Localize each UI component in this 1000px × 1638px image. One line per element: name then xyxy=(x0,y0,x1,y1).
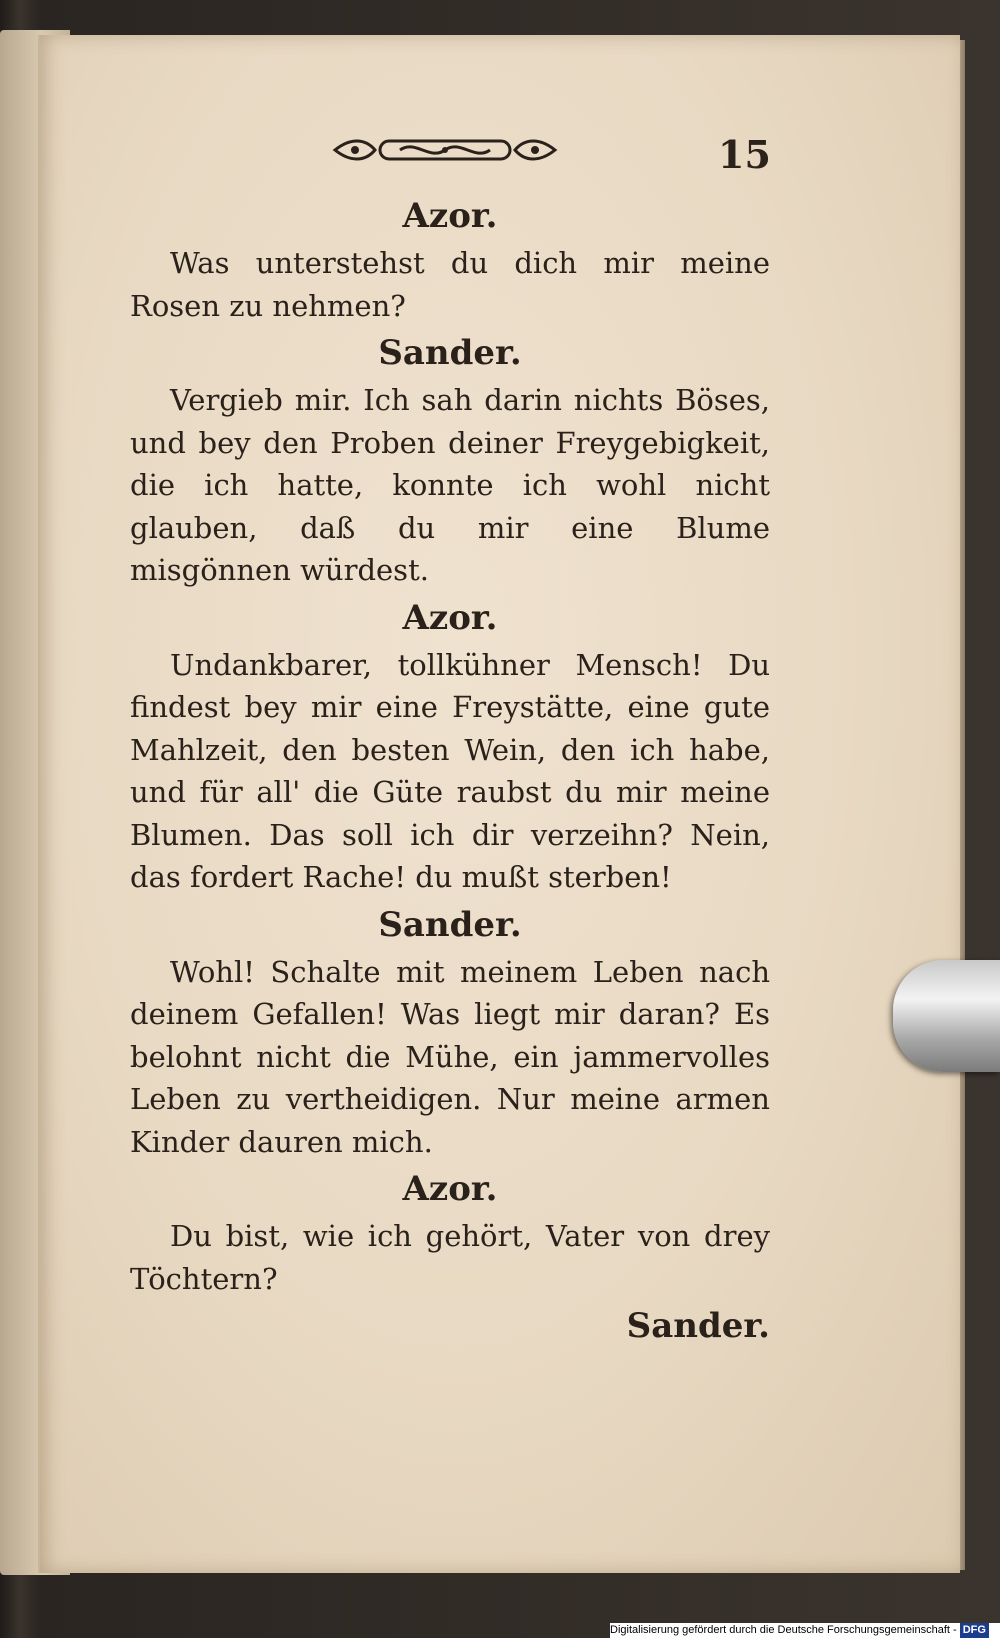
page-clip xyxy=(893,960,1000,1072)
dialogue-paragraph: Undankbarer, tollkühner Mensch! Du findest bey mir eine Freystätte, eine gute Mahlzeit, den besten Wein, den ich habe, und für all' die Güte raubst du mir meine Blumen. Das soll ich dir verzeihn? Nein, das fordert Rache! du mußt sterben! xyxy=(130,647,770,894)
speaker-azor: Azor. xyxy=(402,1169,498,1209)
speaker-azor: Azor. xyxy=(402,196,498,236)
dialogue-paragraph: Wohl! Schalte mit meinem Leben nach deinem Gefallen! Was liegt mir daran? Es belohnt nicht die Mühe, ein jammervolles Leben zu vertheidigen. Nur meine armen Kinder dauren mich. xyxy=(130,954,770,1159)
speaker-azor: Azor. xyxy=(402,597,498,638)
catchword: Sander. xyxy=(626,1306,770,1346)
digitization-footer xyxy=(610,1623,1000,1638)
speaker-sander: Sander. xyxy=(378,904,522,945)
dialogue-paragraph: Was unterstehst du dich mir meine Rosen zu nehmen? xyxy=(130,246,770,323)
page-number: 15 xyxy=(718,132,771,177)
dialogue-paragraph: Vergieb mir. Ich sah darin nichts Böses, und bey den Proben deiner Freygebigkeit, die ich hatte, konnte ich wohl nicht glauben, daß du mir eine Blume misgönnen würdest. xyxy=(130,383,770,587)
page-text xyxy=(130,190,770,1352)
dfg-logo: DFG xyxy=(960,1623,989,1638)
ornament-vignette xyxy=(330,133,560,167)
dialogue-paragraph: Du bist, wie ich gehört, Vater von drey Töchtern? xyxy=(130,1219,770,1296)
speaker-sander: Sander. xyxy=(378,333,522,373)
footer-text: Digitalisierung gefördert durch die Deutsche Forschungsgemeinschaft - xyxy=(610,1624,957,1636)
